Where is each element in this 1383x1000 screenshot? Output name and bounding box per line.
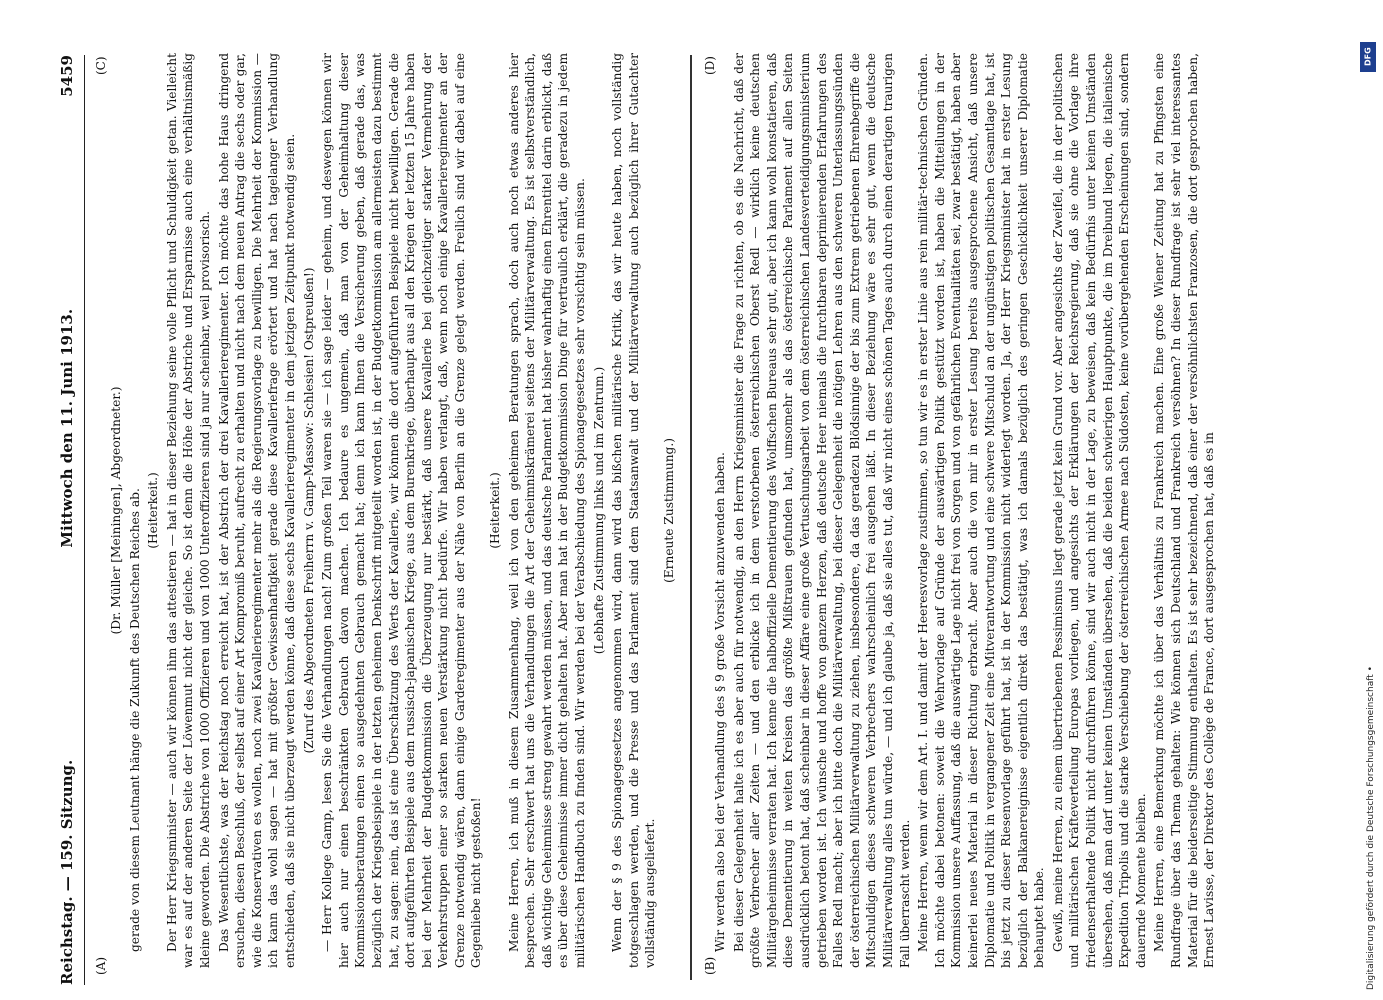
interjection: (Lebhafte Zustimmung links und im Zentrum.) bbox=[591, 366, 606, 655]
margin-marker-a: (A) bbox=[94, 956, 108, 975]
paragraph: gerade von diesem Leutnant hänge die Zukunft des Deutschen Reiches ab. bbox=[127, 488, 142, 952]
paragraph: Das Wesentlichste, was der Reichstag noch erreicht hat, ist der Abstrich der drei Kavallerieregimenter. Ich möchte das hohe Haus dringend ersuchen, diesen Beschluß, der selbst auf einer Art Kompromiß beruht, aufrecht zu erhalten und nicht nach dem neuen Antrag die sechs oder gar, wie die Konservativen es wollen, noch zwei Kavallerieregimenter mehr als die Regierungsvorlage zu bewilligen. Die Mehrheit der Kommission — ich kann das wohl sagen — hat mit größter Gewissenhaftigkeit gerade diese Kavalleriefrage erörtert und hat nach tagelanger Verhandlung entschieden, daß sie nicht überzeugt werden könne, daß diese sechs Kavallerieregimenter in dem jetzigen Zeitpunkt notwendig seien. bbox=[216, 53, 297, 968]
header-left: Reichstag. — 159. Sitzung. bbox=[58, 759, 76, 985]
digitization-credit: Digitalisierung gefördert durch die Deutsche Forschungsgemeinschaft • bbox=[1366, 666, 1376, 990]
paragraph: Meine Herren, wenn wir dem Art. I. und damit der Heeresvorlage zustimmen, so tun wir es in erster Linie aus rein militär-technischen Gründen. Ich möchte dabei betonen: soweit die Wehrvorlage auf Gründe der auswärtigen Politik gestützt worden ist, haben die Mitteilungen in der Kommission unsere Auffassung, daß die auswärtige Lage nicht frei von Sorgen und von gefährlichen Eventualitäten sei, zwar bestätigt, haben aber keinerlei neues Material in dieser Richtung erbracht. Aber auch die von mir in erster Lesung bereits ausgesprochene Ansicht, daß unsere Diplomatie und Politik in vergangener Zeit eine Mitverantwortung und eine schwere Mitschuld an der ungünstigen politischen Gesamtlage hat, ist bis jetzt zu dieser Riesenvorlage geführt hat, ist in der Kommission nicht widerlegt worden. Ja, der Herr Kriegsminister hat in erster Lesung bezüglich der Balkanereignisse eigentlich direkt das bestätigt, was ich damals bezüglich des geringen Geschicklichkeit unserer Diplomatie behauptet habe. bbox=[916, 53, 1047, 968]
paragraph: Bei dieser Gelegenheit halte ich es aber auch für notwendig, an den Herrn Kriegsminister die Frage zu richten, ob es die Nachricht, daß der größte Verbrecher aller Zeiten — und den erblicke ich in dem verstorbenen österreichischen Oberst Redl — wirklich keine deutschen Militärgeheimnisse verraten hat. Ich kenne die halboffizielle Dementierung des Wolffschen Bureaus sehr gut, aber ich kann wohl konstatieren, daß diese Dementierung in weiten Kreisen das größte Mißtrauen gefunden hat, umsomehr als das österreichische Parlament auf allen Seiten ausdrücklich betont hat, daß scheinbar in dieser Affäre eine große Vertuschungsarbeit von dem österreichischen Landesverteidigungsministerium getrieben worden ist. Ich wünsche und hoffe von ganzem Herzen, daß deutsche Heer niemals die furchtbaren deprimierenden Erfahrungen des Falles Redl macht; aber ich bitte doch die Militärverwaltung, bei dieser Gelegenheit die nötigen Lehren aus den schweren Unterlassungssünden der österreichischen Militärverwaltung zu ziehen, insbesondere, da das geradezu Blödsinnige der bis zum Extrem getriebenen Ehrenbegriffe die Mitschuldigen dieses schweren Verbrechers wahrscheinlich frei ausgehen läßt. In dieser Beziehung wäre es sehr gut, wenn die deutsche Militärverwaltung alles tun würde, — und ich glaube ja, daß sie alles tut, daß wir nicht eines schönen Tages auch durch einen derartigen traurigen Fall überrascht werden. bbox=[731, 53, 912, 968]
right-column bbox=[712, 53, 1297, 968]
header-rule bbox=[84, 55, 85, 985]
left-column bbox=[108, 53, 683, 968]
header-page-number: 5459 bbox=[58, 55, 76, 97]
interjection: (Erneute Zustimmung.) bbox=[662, 438, 676, 583]
margin-marker-c: (C) bbox=[94, 56, 108, 75]
margin-marker-b: (B) bbox=[703, 956, 717, 975]
margin-marker-d: (D) bbox=[703, 56, 717, 75]
paragraph: Wenn der § 9 des Spionagegesetzes angenommen wird, dann wird das bißchen militärische Kritik, das wir heute haben, noch vollständig totgeschlagen werden, und die Presse und das Parlament sind dem Staatsanwalt und der Militärverwaltung auch bezüglich ihrer Gutachter vollständig ausgeliefert. bbox=[610, 53, 658, 968]
dfg-logo: DFG bbox=[1360, 42, 1376, 72]
paragraph: Wir werden also bei der Verhandlung des § 9 große Vorsicht anzuwenden haben. bbox=[713, 452, 727, 952]
interjection: (Heiterkeit.) bbox=[488, 472, 503, 549]
interjection: (Heiterkeit.) bbox=[146, 472, 161, 549]
running-header bbox=[55, 55, 79, 985]
paragraph: Meine Herren, ich muß in diesem Zusammenhang, weil ich von den geheimen Beratungen sprach, doch auch noch etwas anderes hier besprechen. Sehr erschwert hat uns die Verhandlungen die Art der Geheimniskrämerei seitens der Militärverwaltung. Es ist selbstverständlich, daß wichtige Geheimnisse streng gewahrt werden müssen, und das deutsche Parlament hat bisher wahrhaftig einen Ehrentitel darin erblickt, daß es über diese Geheimnisse immer dicht gehalten hat. Aber man hat in der Budgetkommission Dinge für vertraulich erklärt, die geradezu in jedem militärischen Handbuch zu finden sind. Wir werden bei der Verabschiedung des Spionagegesetzes sehr vorsichtig sein müssen. bbox=[506, 53, 588, 968]
paragraph: — Herr Kollege Gamp, lesen Sie die Verhandlungen nach! Zum großen Teil waren sie — ich sage leider — geheim, und deswegen können wir hier auch nur einen beschränkten Gebrauch davon machen. Ich bedaure es ungemein, daß man von der Geheimhaltung dieser Kommissionsberatungen einen so ausgedehnten Gebrauch gemacht hat; denn ich kann Ihnen die Versicherung geben, daß gerade das, was bezüglich der Kriegsbeispiele in der letzten geheimen Denkschrift mitgeteilt worden ist, in der Budgetkommission am allermeisten dazu bestimmt hat, zu sagen: nein, das ist eine Überschätzung des Werts der Kavallerie, wir können die dort aufgeführten Beispiele nicht bewilligen. Gerade die dort aufgeführten Beispiele aus dem russisch-japanischen Kriege, aus dem Burenkriege, überhaupt aus all den Kriegen der letzten 15 Jahre haben bei der Mehrheit der Budgetkommission die Überzeugung nur bestärkt, daß unsere Kavallerie bei gleichzeitiger starker Vermehrung der Verkehrstruppen einer so starken neuen Verstärkung nicht bedürfe. Wir haben verlangt, daß, wenn noch einige Kavallerieregimenter an der Grenze notwendig wären, dann einige Garderegimenter aus der Nähe von Berlin an die Grenze gelegt werden. Freilich sind wir dabei auf eine Gegenliebe nicht gestoßen! bbox=[320, 53, 484, 968]
header-center: Mittwoch den 11. Juni 1913. bbox=[58, 308, 76, 548]
column-divider bbox=[690, 55, 692, 980]
paragraph: Meine Herren, eine Bemerkung möchte ich über das Verhältnis zu Frankreich machen. Eine große Wiener Zeitung hat zu Pfingsten eine Rundfrage über das Thema gehalten: Wie können sich Deutschland und Frankreich versöhnen? In dieser Rundfrage ist sehr viel interessantes Material für die beiderseitige Stimmung enthalten. Es ist sehr bezeichnend, daß einer der versöhnlichsten Franzosen, die dort gesprochen haben, Ernest Lavisse, der Direktor des Collège de France, dort ausgesprochen hat, daß es in bbox=[1152, 53, 1217, 968]
speaker-line: (Dr. Müller [Meiningen], Abgeordneter.) bbox=[109, 386, 123, 635]
paragraph: Der Herr Kriegsminister — auch wir können ihm das attestieren — hat in dieser Beziehung seine volle Pflicht und Schuldigkeit getan. Vielleicht war es auf der anderen Seite der Löwenmut nicht der gleiche. So ist denn die Höhe der Abstriche und Ersparnisse auch eine verhältnismäßig kleine geworden. Die Abstriche von 1000 Offizieren und von 1000 Unteroffizieren sind ja nur scheinbar, weil provisorisch. bbox=[164, 53, 212, 968]
paragraph: Gewiß, meine Herren, zu einem übertriebenen Pessimismus liegt gerade jetzt kein Grund vor. Aber angesichts der Zweifel, die in der politischen und militärischen Kräfteverteilung Europas vorliegen, und angesichts der Erklärungen der Reichsregierung, daß sie ohne die Vorlage ihre friedenserhaltende Politik nicht durchführen könne, sind wir auch nicht in der Lage, zu beweisen, daß kein Bedürfnis unter keinen Umständen übersehen, daß man darf unter keinen Umständen übersehen, daß die beiden schwierigen Hauptpunkte, die im Dreibund liegen, die italienische Expedition Tripolis und die starke Verschiebung der österreichischen Armee nach Südosten, keine vorübergehenden Erscheinungen sind, sondern dauernde Momente bleiben. bbox=[1050, 53, 1148, 968]
interjection: (Zuruf des Abgeordneten Freiherrn v. Gamp-Massow: Schlesien! Ostpreußen!) bbox=[301, 267, 316, 754]
